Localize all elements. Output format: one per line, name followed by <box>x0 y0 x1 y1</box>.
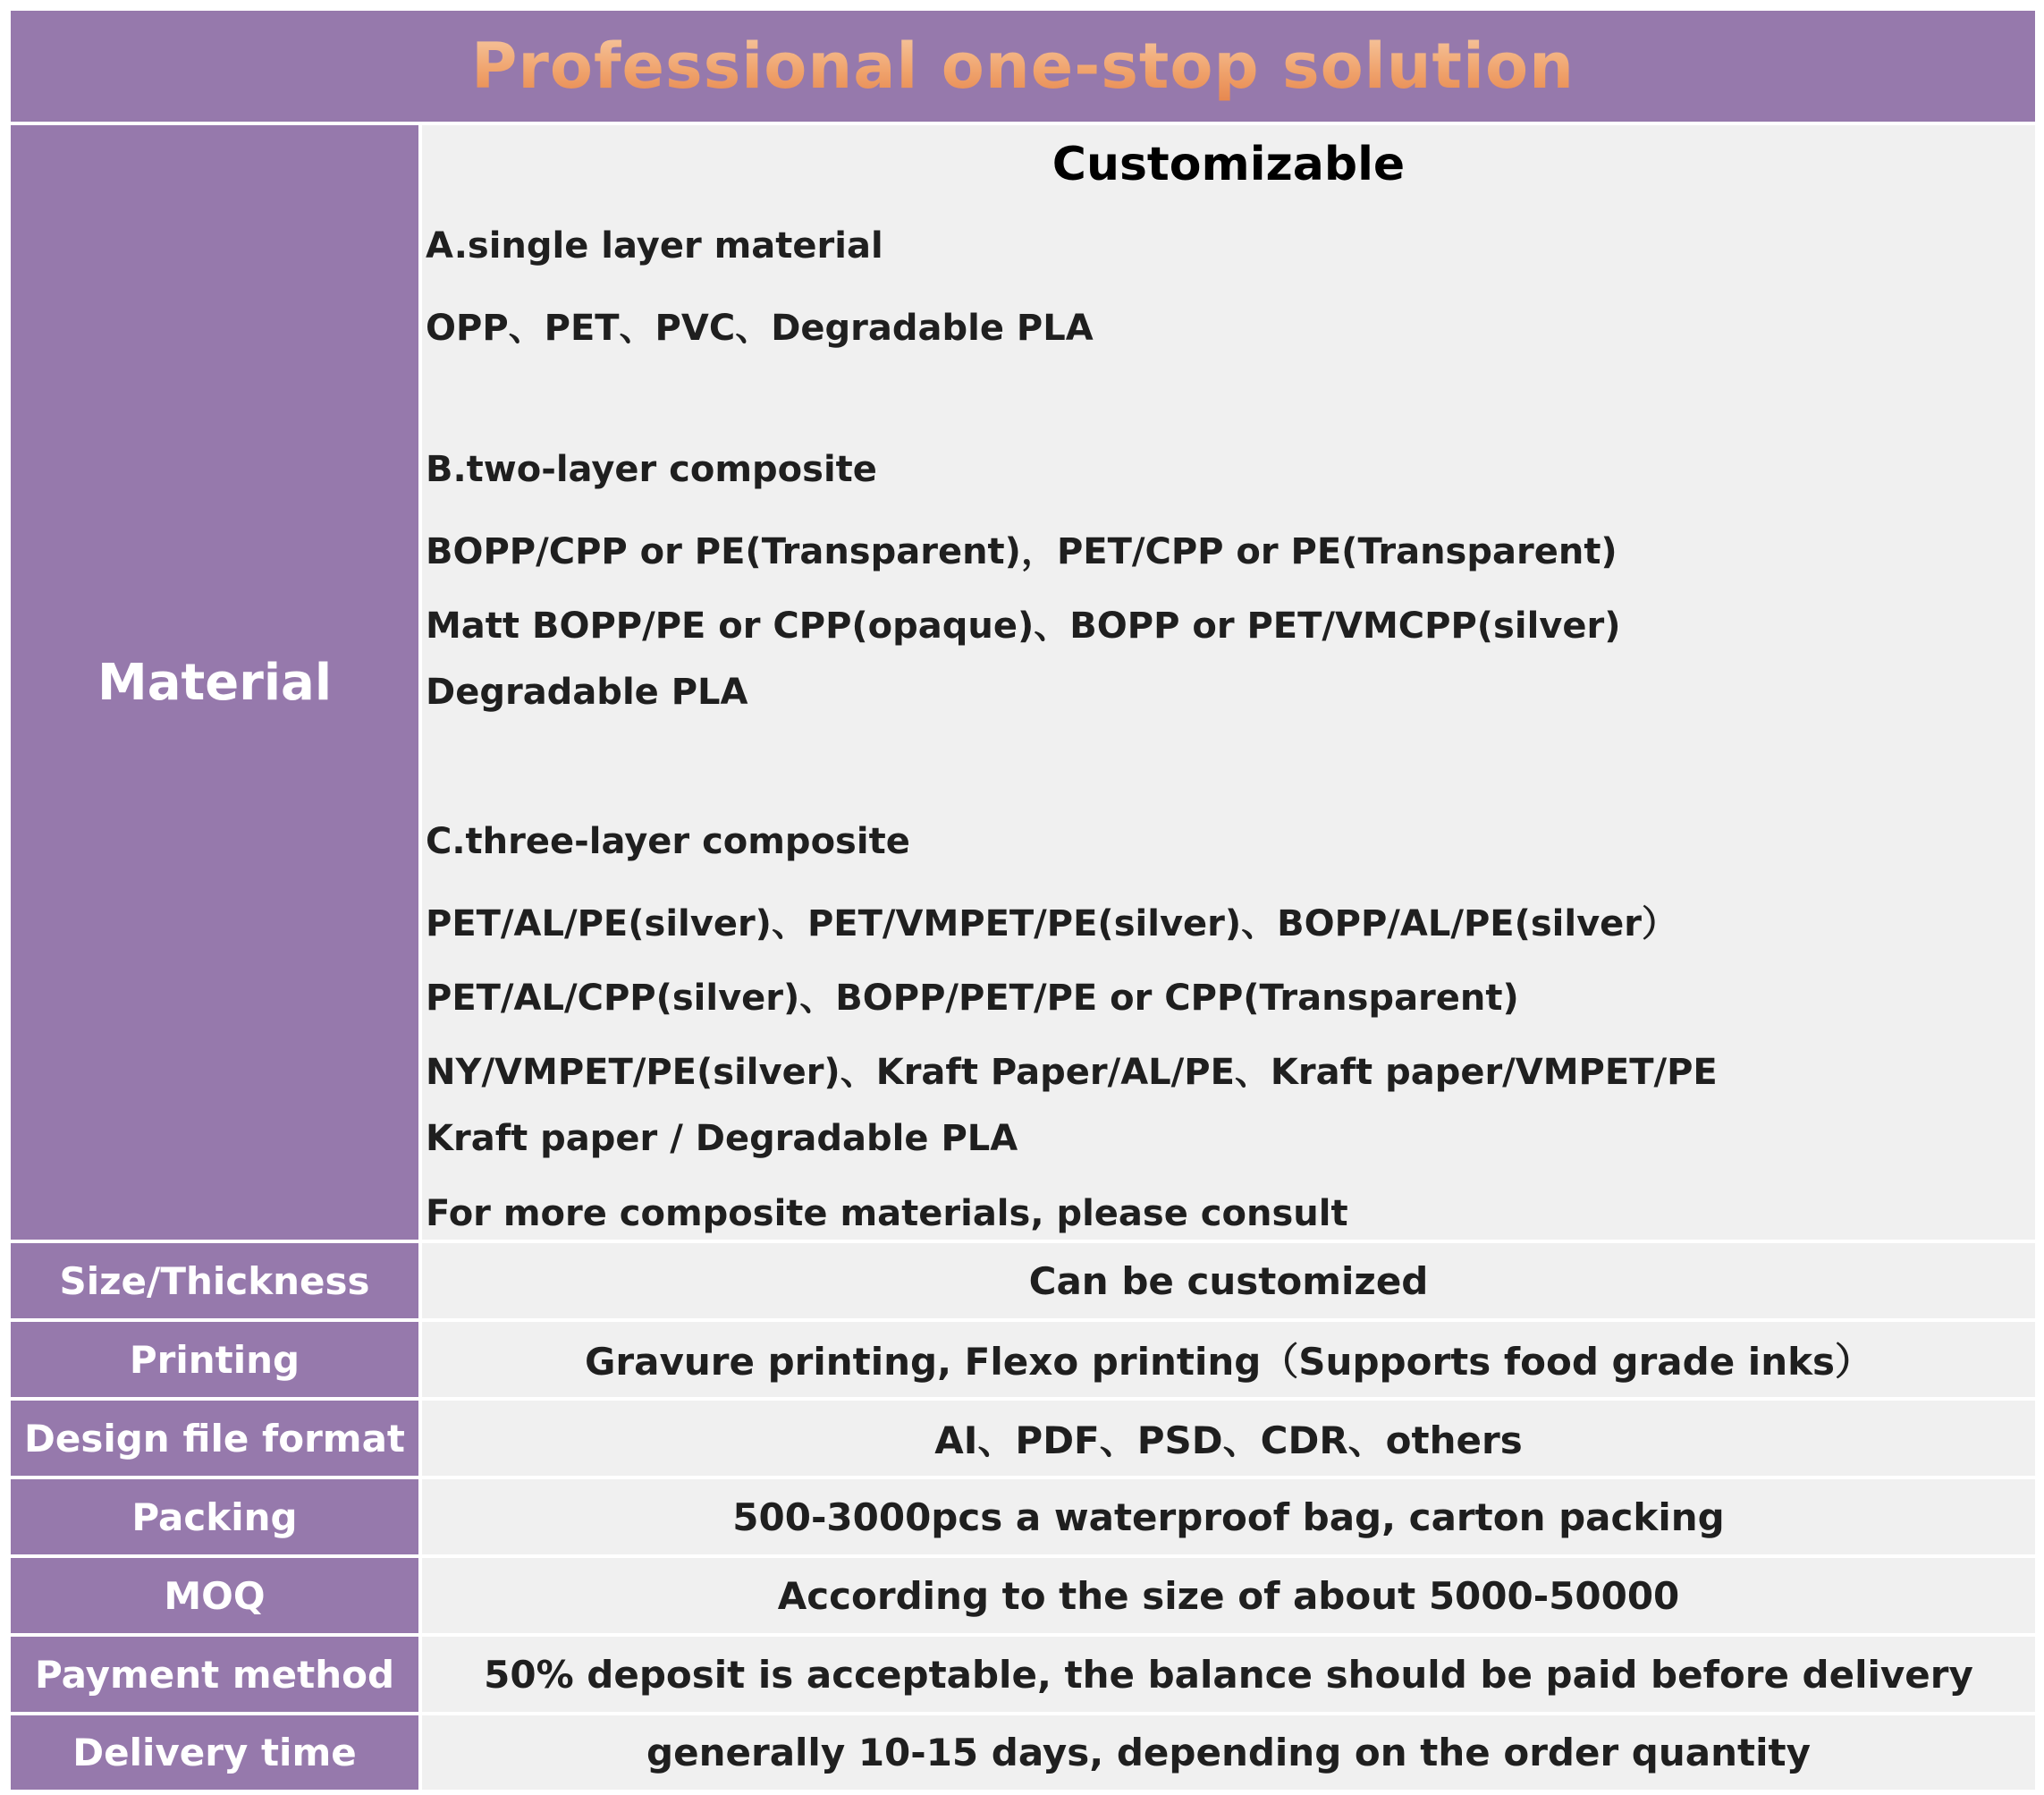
customizable-heading: Customizable <box>1052 138 1406 191</box>
material-content-cell <box>422 125 2035 1240</box>
size-thickness-label-cell <box>11 1243 418 1318</box>
design-file-format-label-cell <box>11 1401 418 1476</box>
size-thickness-value-cell <box>422 1243 2035 1318</box>
page-title: Professional one-stop solution <box>471 30 1575 103</box>
payment-method-value-cell <box>422 1637 2035 1712</box>
delivery-time-label-cell <box>11 1715 418 1790</box>
packing-value-cell <box>422 1479 2035 1554</box>
design-file-format-value-cell <box>422 1401 2035 1476</box>
printing-value: Gravure printing, Flexo printing（Supports food grade inks） <box>584 1340 1873 1384</box>
material-line: B.two-layer composite <box>426 449 877 490</box>
material-line: OPP、PET、PVC、Degradable PLA <box>426 308 1094 349</box>
size-thickness-label: Size/Thickness <box>59 1258 370 1303</box>
packing-label: Packing <box>131 1494 298 1539</box>
moq-value-cell <box>422 1558 2035 1633</box>
packing-value: 500-3000pcs a waterproof bag, carton packing <box>732 1494 1725 1539</box>
moq-value: According to the size of about 5000-50000 <box>777 1573 1680 1618</box>
printing-label-cell <box>11 1322 418 1397</box>
size-thickness-value: Can be customized <box>1028 1258 1429 1303</box>
design-file-format-value: AI、PDF、PSD、CDR、others <box>934 1418 1523 1462</box>
material-line: PET/AL/PE(silver)、PET/VMPET/PE(silver)、BOPP/AL/PE(silver） <box>426 903 1678 944</box>
delivery-time-label: Delivery time <box>72 1731 357 1774</box>
packing-label-cell <box>11 1479 418 1554</box>
material-line: C.three-layer composite <box>426 821 910 862</box>
delivery-time-value: generally 10-15 days, depending on the order quantity <box>646 1731 1811 1774</box>
material-line: Kraft paper / Degradable PLA <box>426 1118 1018 1159</box>
material-line: BOPP/CPP or PE(Transparent)，PET/CPP or PE(Transparent) <box>426 531 1617 572</box>
material-line: Matt BOPP/PE or CPP(opaque)、BOPP or PET/VMCPP(silver) <box>426 605 1621 647</box>
material-label-cell <box>11 125 418 1240</box>
moq-label-cell <box>11 1558 418 1633</box>
payment-method-label: Payment method <box>34 1652 395 1697</box>
material-line: For more composite materials, please consult <box>426 1193 1348 1234</box>
printing-value-cell <box>422 1322 2035 1397</box>
moq-label: MOQ <box>164 1573 266 1618</box>
material-label: Material <box>97 653 333 712</box>
payment-method-value: 50% deposit is acceptable, the balance should be paid before delivery <box>484 1652 1973 1697</box>
spec-table <box>11 11 2035 1790</box>
material-line: A.single layer material <box>426 225 883 267</box>
material-line: Degradable PLA <box>426 672 748 713</box>
printing-label: Printing <box>129 1337 300 1382</box>
material-line: NY/VMPET/PE(silver)、Kraft Paper/AL/PE、Kraft paper/VMPET/PE <box>426 1052 1718 1093</box>
material-line: PET/AL/CPP(silver)、BOPP/PET/PE or CPP(Transparent) <box>426 978 1519 1019</box>
design-file-format-label: Design file format <box>24 1416 405 1461</box>
title-bar <box>11 11 2035 122</box>
payment-method-label-cell <box>11 1637 418 1712</box>
delivery-time-value-cell <box>422 1715 2035 1790</box>
